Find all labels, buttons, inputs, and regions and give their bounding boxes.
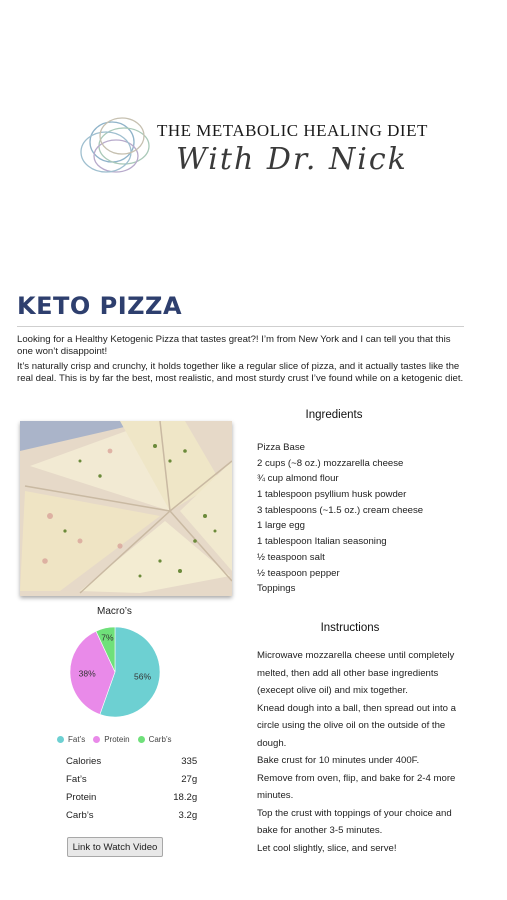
logo-script: With Dr. Nick: [176, 142, 408, 177]
legend-swatch: [93, 736, 100, 743]
pie-data-label: 56%: [133, 671, 152, 682]
legend-swatch: [57, 736, 64, 743]
logo-rings-icon: [78, 112, 158, 184]
legend-label: Protein: [104, 735, 130, 744]
logo-ring: [81, 132, 131, 172]
intro-text: [17, 334, 467, 388]
site-logo: [78, 112, 458, 192]
instructions-text: [257, 647, 467, 857]
pie-data-label: 7%: [101, 632, 114, 643]
pie-data-label: 38%: [78, 668, 96, 679]
legend-item: [57, 735, 85, 744]
nutrition-row: [66, 770, 197, 788]
watch-video-button[interactable]: Link to Watch Video: [67, 837, 163, 857]
instruction-step: Remove from oven, flip, and bake for 2-4 more minutes.: [257, 772, 456, 801]
ingredient-item: Pizza Base: [257, 442, 305, 453]
instruction-step: Bake crust for 10 minutes under 400F.: [257, 755, 420, 766]
ingredient-item: ½ teaspoon pepper: [257, 567, 340, 579]
instruction-step: Let cool slightly, slice, and serve!: [257, 842, 397, 854]
legend-label: Carb’s: [148, 735, 172, 744]
instruction-step: Microwave mozzarella cheese until completely melted, then add all other base ingredients (execept olive oil) and mix together.: [257, 650, 455, 696]
ingredients-list: [257, 440, 423, 597]
logo-title: THE METABOLIC HEALING DIET: [157, 121, 428, 140]
instruction-step: Knead dough into a ball, then spread out into a circle using the olive oil on the outside of the dough.: [257, 702, 456, 749]
ingredient-item: ¾ cup almond flour: [257, 473, 339, 485]
chart-title: Macro’s: [97, 606, 132, 617]
nutrition-label: Calories: [66, 755, 102, 767]
nutrition-value: 27g: [181, 773, 198, 785]
ingredients-heading: Ingredients: [305, 409, 363, 421]
ingredient-item: 3 tablespoons (~1.5 oz.) cream cheese: [257, 504, 424, 516]
instruction-step: Top the crust with toppings of your choice and bake for another 3-5 minutes.: [257, 807, 452, 836]
macro-pie-chart: [68, 625, 162, 719]
ingredient-item: ½ teaspoon salt: [257, 551, 325, 563]
ingredient-item: 2 cups (~8 oz.) mozzarella cheese: [257, 457, 404, 469]
ingredient-item: Toppings: [257, 583, 296, 595]
chart-legend: [57, 735, 180, 744]
nutrition-value: 3.2g: [178, 809, 198, 821]
nutrition-label: Carb’s: [66, 809, 94, 821]
nutrition-value: 18.2g: [173, 791, 198, 803]
logo-ring: [94, 140, 138, 172]
nutrition-table: [66, 752, 197, 824]
nutrition-row: [66, 806, 197, 824]
nutrition-label: Protein: [66, 791, 97, 803]
legend-item: [93, 735, 129, 744]
intro-paragraph-1: Looking for a Healthy Ketogenic Pizza that tastes great?! I’m from New York and I can tell you that this one won’t disappoint!: [17, 334, 451, 357]
instructions-heading: Instructions: [320, 622, 380, 634]
ingredient-item: 1 tablespoon psyllium husk powder: [257, 489, 407, 501]
legend-item: [138, 735, 172, 744]
page-title: KETO PIZZA: [17, 292, 183, 320]
pizza-photo: [20, 421, 232, 596]
nutrition-row: [66, 752, 197, 770]
nutrition-label: Fat’s: [66, 773, 87, 785]
title-divider: [17, 326, 464, 327]
intro-paragraph-2: It’s naturally crisp and crunchy, it holds together like a regular slice of pizza, and it actually tastes like the real deal. This is by far the best, most realistic, and most sturdy crust I’ve found while on a ketogenic diet.: [17, 361, 464, 384]
legend-label: Fat’s: [68, 735, 86, 744]
nutrition-row: [66, 788, 197, 806]
legend-swatch: [138, 736, 145, 743]
nutrition-value: 335: [181, 755, 198, 767]
ingredient-item: 1 tablespoon Italian seasoning: [257, 536, 387, 548]
ingredient-item: 1 large egg: [257, 520, 306, 532]
